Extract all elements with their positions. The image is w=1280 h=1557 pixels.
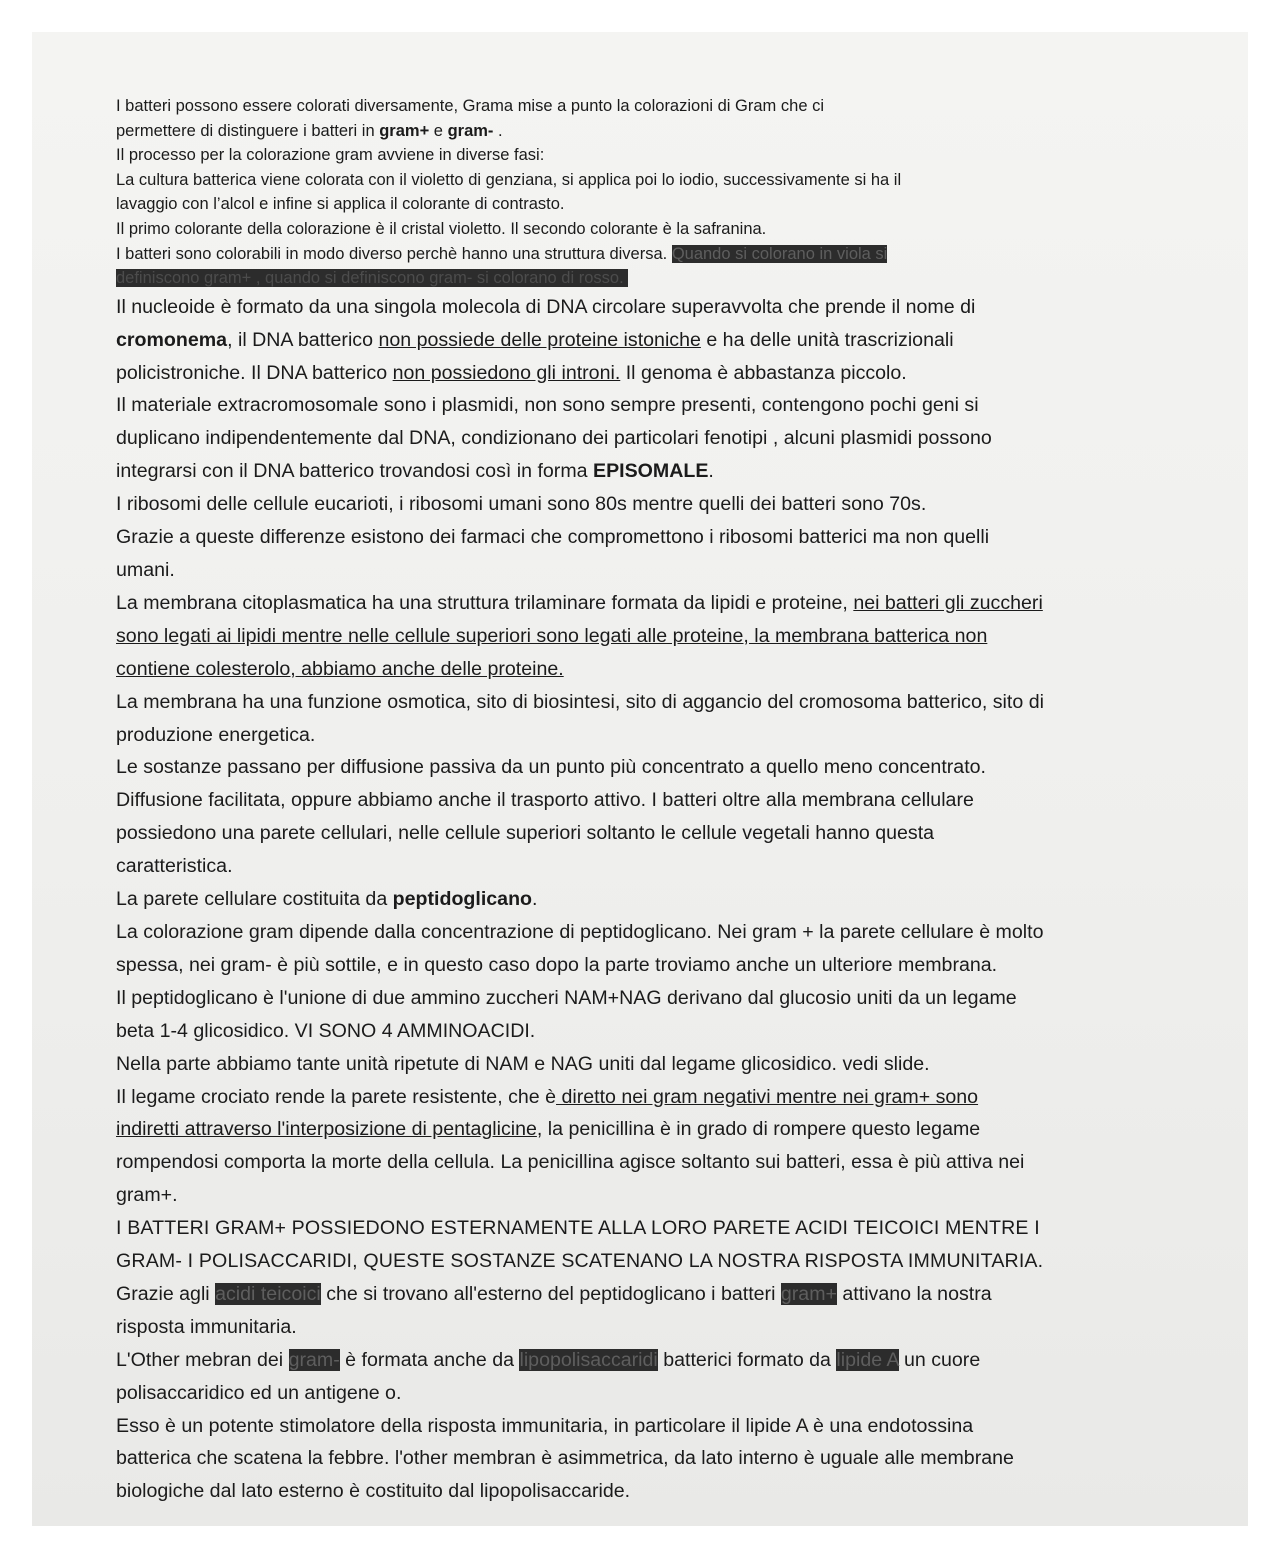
highlighted-text: gram+ (780, 1282, 837, 1305)
text-line: I batteri sono colorabili in modo diverso perchè hanno una struttura diversa. Quando si colorano in viola si (116, 244, 888, 263)
highlighted-text: Quando si colorano in viola si (671, 244, 888, 263)
caps-line: I BATTERI GRAM+ POSSIEDONO ESTERNAMENTE ALLA LORO PARETE ACIDI TEICOICI MENTRE I (116, 1217, 1040, 1240)
underlined-line: sono legati ai lipidi mentre nelle cellule superiori sono legati alle proteine, la membrana batterica non (116, 624, 988, 647)
text-line: permettere di distinguere i batteri in gram+ e gram- . (116, 121, 503, 140)
document-body (116, 94, 1216, 1508)
text-line: La membrana ha una funzione osmotica, sito di biosintesi, sito di aggancio del cromosoma batterico, sito di (116, 690, 1044, 713)
document-page (32, 32, 1248, 1526)
text-line: integrarsi con il DNA batterico trovandosi così in forma EPISOMALE. (116, 460, 714, 483)
text-line: produzione energetica. (116, 723, 316, 746)
bold-term: cromonema (116, 328, 228, 351)
text-line: Grazie a queste differenze esistono dei farmaci che compromettono i ribosomi batterici ma non quelli (116, 526, 990, 549)
text-line: Il materiale extracromosomale sono i plasmidi, non sono sempre presenti, contengono pochi geni si (116, 394, 979, 417)
text-line: biologiche dal lato esterno è costituito dal lipopolisaccaride. (116, 1480, 631, 1503)
underlined-text: nei batteri gli zuccheri (853, 591, 1043, 614)
text-line: gram+. (116, 1184, 178, 1207)
text-line: policistroniche. Il DNA batterico non possiedono gli introni. Il genoma è abbastanza piccolo. (116, 361, 907, 384)
highlighted-text: lipopolisaccaridi (519, 1348, 658, 1371)
text-line: Il processo per la colorazione gram avviene in diverse fasi: (116, 146, 545, 165)
text-line: I ribosomi delle cellule eucarioti, i ribosomi umani sono 80s mentre quelli dei batteri sono 70s. (116, 493, 927, 516)
text-line: rompendosi comporta la morte della cellula. La penicillina agisce soltanto sui batteri, essa è più attiva nei (116, 1151, 1025, 1174)
text-line: Il peptidoglicano è l'unione di due ammino zuccheri NAM+NAG derivano dal glucosio uniti da un legame (116, 986, 1017, 1009)
bold-term: EPISOMALE (593, 460, 709, 483)
underlined-line: contiene colesterolo, abbiamo anche delle proteine. (116, 657, 564, 680)
text-line (116, 266, 1216, 291)
text-line: duplicano indipendentemente dal DNA, condizionano dei particolari fenotipi , alcuni plasmidi possono (116, 427, 992, 450)
text-line: polisaccaridico ed un antigene o. (116, 1381, 402, 1404)
text-line: beta 1-4 glicosidico. VI SONO 4 AMMINOACIDI. (116, 1019, 536, 1042)
text-line: La colorazione gram dipende dalla concentrazione di peptidoglicano. Nei gram + la parete cellulare è molto (116, 920, 1044, 943)
text-line: Esso è un potente stimolatore della risposta immunitaria, in particolare il lipide A è una endotossina (116, 1414, 974, 1437)
text-line: Il legame crociato rende la parete resistente, che è diretto nei gram negativi mentre nei gram+ sono (116, 1085, 979, 1108)
highlighted-text: definiscono gram+ , quando si definiscono gram- si colorano di rosso. (116, 269, 628, 287)
text-line: indiretti attraverso l'interposizione di pentaglicine, la penicillina è in grado di rompere questo legame (116, 1118, 981, 1141)
text-line: umani. (116, 559, 175, 581)
text-line: risposta immunitaria. (116, 1315, 297, 1338)
bold-term: gram- (447, 121, 494, 140)
text-line: Grazie agli acidi teicoici che si trovano all'esterno del peptidoglicano i batteri gram+ attivano la nostra (116, 1282, 992, 1305)
text-line: La cultura batterica viene colorata con il violetto di genziana, si applica poi lo iodio, successivamente si ha il (116, 170, 902, 189)
text-line: Le sostanze passano per diffusione passiva da un punto più concentrato a quello meno concentrato. (116, 756, 986, 779)
bold-term: gram+ (379, 121, 430, 140)
text-line: cromonema, il DNA batterico non possiede delle proteine istoniche e ha delle unità trascrizionali (116, 328, 954, 351)
underlined-text: diretto nei gram negativi mentre nei gram+ sono (556, 1085, 979, 1108)
underlined-text: non possiedono gli introni. (392, 361, 621, 384)
text-line: Diffusione facilitata, oppure abbiamo anche il trasporto attivo. I batteri oltre alla membrana cellulare (116, 789, 974, 812)
text-line: batterica che scatena la febbre. l'other membran è asimmetrica, da lato interno è uguale alle membrane (116, 1447, 1014, 1470)
text-line: Nella parte abbiamo tante unità ripetute di NAM e NAG uniti dal legame glicosidico. vedi slide. (116, 1052, 930, 1075)
text-line: Il primo colorante della colorazione è il cristal violetto. Il secondo colorante è la safranina. (116, 219, 767, 238)
text-line: L'Other mebran dei gram- è formata anche da lipopolisaccaridi batterici formato da lipide A un cuore (116, 1348, 981, 1371)
bold-term: peptidoglicano (392, 888, 532, 911)
text-line: possiedono una parete cellulari, nelle cellule superiori soltanto le cellule vegetali hanno questa (116, 822, 935, 845)
text-line: caratteristica. (116, 855, 233, 878)
highlighted-text: acidi teicoici (215, 1282, 321, 1305)
underlined-text: indiretti attraverso l'interposizione di pentaglicine (116, 1118, 537, 1141)
highlighted-text: gram- (288, 1348, 340, 1371)
text-line: spessa, nei gram- è più sottile, e in questo caso dopo la parte troviamo anche un ulteriore membrana. (116, 953, 998, 976)
text-line: I batteri possono essere colorati diversamente, Grama mise a punto la colorazioni di Gram che ci (116, 97, 824, 115)
text-line: Il nucleoide è formato da una singola molecola di DNA circolare superavvolta che prende il nome di (116, 295, 976, 318)
text-line: La parete cellulare costituita da peptidoglicano. (116, 888, 538, 911)
highlighted-text: lipide A (836, 1348, 899, 1371)
underlined-text: non possiede delle proteine istoniche (378, 328, 701, 351)
caps-line: GRAM- I POLISACCARIDI, QUESTE SOSTANZE SCATENANO LA NOSTRA RISPOSTA IMMUNITARIA. (116, 1250, 1044, 1273)
text-line: lavaggio con l’alcol e infine si applica il colorante di contrasto. (116, 195, 565, 214)
text-line: La membrana citoplasmatica ha una struttura trilaminare formata da lipidi e proteine, nei batteri gli zuccheri (116, 591, 1043, 614)
